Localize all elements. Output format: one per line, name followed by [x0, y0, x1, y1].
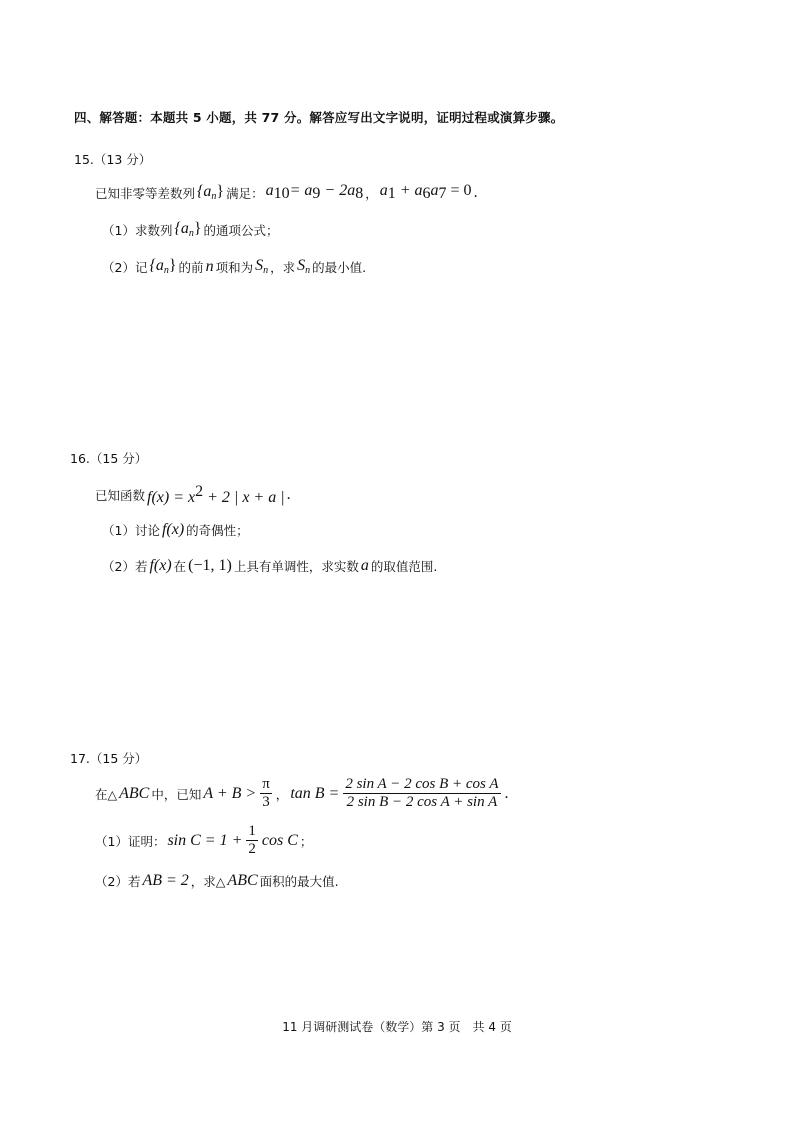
q16-p2-variable-a: a: [360, 557, 369, 574]
q16-p2-label: （2）若: [102, 559, 148, 574]
q17-period: .: [504, 784, 509, 802]
q15-p2-sum: $S_n$: [255, 257, 269, 276]
q17-p2-triangle-name: ABC: [227, 872, 258, 889]
question-15-part-1: [102, 220, 279, 239]
q17-p1-label: （1）证明：: [95, 833, 166, 849]
q17-p2-text-a: ，求△: [190, 874, 226, 889]
q16-p2-text-b: 上具有单调性，求实数: [233, 559, 359, 574]
q17-intro2: 中，已知: [151, 786, 202, 802]
question-17-part-2: [95, 872, 339, 890]
q16-p2-function: f(x): [149, 557, 172, 574]
q15-intro: 已知非零等差数列: [95, 185, 196, 201]
q16-p1-function: f(x): [161, 521, 185, 538]
question-16-part-2: [102, 557, 437, 575]
q17-intro: 在△: [95, 786, 118, 802]
q15-separator: ，: [365, 185, 378, 201]
q15-p2-text-d: 的最小值.: [312, 259, 367, 275]
q16-p2-interval: (−1, 1): [188, 557, 232, 574]
q17-tan-fraction: $\frac{\text{2 sin A − 2 cos B + cos A}}{\text{2 sin B − 2 cos A + sin A}}$: [345, 776, 499, 810]
q16-p1-label: （1）讨论: [102, 523, 160, 538]
q17-p1-lhs: sin C = 1 +: [167, 831, 243, 849]
q15-p1-label: （1）求数列: [102, 222, 173, 238]
q15-p1-text: 的通项公式；: [203, 222, 279, 238]
q16-p2-text-c: 的取值范围.: [370, 559, 438, 574]
question-15-stem: [95, 182, 478, 203]
q17-pi-over-3: $\frac{\pi}{3}$: [262, 776, 270, 810]
question-16-part-1: [102, 521, 249, 539]
q17-tan-lhs: tan B =: [290, 784, 340, 802]
question-16-heading: 16.（15 分）: [70, 451, 148, 466]
question-17-part-1: [95, 823, 312, 858]
q16-p1-text: 的奇偶性；: [186, 523, 249, 538]
q16-intro: 已知函数: [95, 488, 146, 503]
q16-period: .: [286, 486, 291, 503]
q15-p1-sequence: $\{a_n\}$: [174, 220, 202, 239]
q15-p2-text-b: 项和为: [215, 259, 254, 275]
q17-p1-half: $\frac{1}{2}$: [248, 823, 256, 857]
question-17-stem: [95, 776, 509, 811]
q17-p2-label: （2）若: [95, 874, 141, 889]
q17-p1-rhs: cos C: [261, 831, 298, 849]
q15-sequence: $\{a_n\}$: [197, 183, 225, 202]
q16-p2-text-a: 在: [173, 559, 187, 574]
q15-condition-2: $a_1 + a_6a_7 = 0$: [379, 182, 472, 202]
q15-period: .: [473, 183, 478, 201]
q15-condition-1: $a_{10}= a_9 - 2a_8$: [265, 182, 364, 202]
question-15-part-2: [102, 257, 366, 276]
question-15-heading: 15.（13 分）: [74, 152, 152, 167]
q16-function-definition: $f(x) = x^2 + 2$ | x + a |: [147, 483, 285, 506]
q17-p1-end: ；: [299, 833, 313, 849]
q17-p2-text-b: 面积的最大值.: [259, 874, 339, 889]
q15-p2-sum-2: $S_n$: [297, 257, 311, 276]
question-17-heading: 17.（15 分）: [70, 751, 148, 766]
q17-p2-side-length: AB = 2: [142, 872, 189, 889]
q15-p2-label: （2）记: [102, 259, 148, 275]
q17-separator: ，: [275, 786, 289, 802]
q15-p2-text-a: 的前: [178, 259, 204, 275]
section-header: 四、解答题：本题共 5 小题，共 77 分。解答应写出文字说明，证明过程或演算步骤。: [74, 110, 564, 125]
page-footer: 11 月调研测试卷（数学）第 3 页 共 4 页: [282, 1020, 512, 1034]
q15-p2-n: n: [205, 257, 214, 275]
q17-triangle-name: ABC: [119, 784, 150, 802]
q17-angle-inequality: A + B >: [203, 784, 257, 802]
q15-intro2: 满足：: [226, 185, 264, 201]
q15-p2-sequence: $\{a_n\}$: [149, 257, 177, 276]
q15-p2-text-c: ，求: [270, 259, 296, 275]
question-16-stem: [95, 483, 291, 507]
